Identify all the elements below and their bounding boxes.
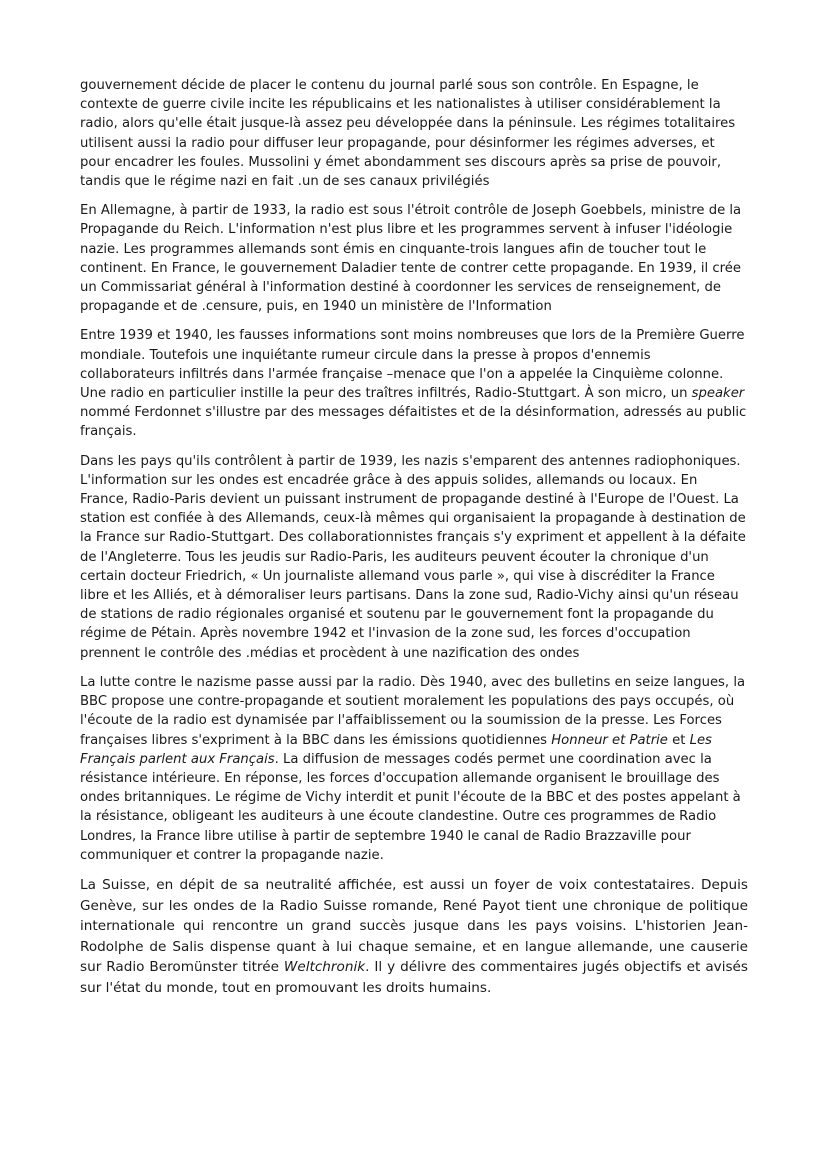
text-column xyxy=(80,76,748,1008)
paragraph-fifth-column: Entre 1939 et 1940, les fausses informations sont moins nombreuses que lors de la Première Guerre mondiale. Toutefois une inquiétante rumeur circule dans la presse à propos d'ennemis collaborateurs infiltrés dans l'armée française –menace que l'on a appelée la Cinquième colonne. Une radio en particulier instille la peur des traîtres infiltrés, Radio-Stuttgart. À son micro, un speaker nommé Ferdonnet s'illustre par des messages défaitistes et de la désinformation, adressés au public français. xyxy=(80,328,747,440)
italic-title: Honneur et Patrie xyxy=(551,732,668,748)
italic-title: Weltchronik xyxy=(283,959,366,976)
paragraph-switzerland: La Suisse, en dépit de sa neutralité affichée, est aussi un foyer de voix contestataires. Depuis Genève, sur les ondes de la Radio Suisse romande, René Payot tient une chronique de politique internationale qui rencontre un grand succès jusque dans les pays voisins. L'historien Jean-Rodolphe de Salis dispense quant à lui chaque semaine, et en langue allemande, une causerie sur Radio Beromünster titrée Weltchronik. Il y délivre des commentaires jugés objectifs et avisés sur l'état du monde, tout en promouvant les droits humains. xyxy=(80,876,748,996)
italic-title: Les Français parlent aux Français xyxy=(80,732,712,767)
paragraph-bbc: La lutte contre le nazisme passe aussi par la radio. Dès 1940, avec des bulletins en seize langues, la BBC propose une contre-propagande et soutient moralement les populations des pays occupés, où l'écoute de la radio est dynamisée par l'affaiblissement ou la soumission de la presse. Les Forces françaises libres s'expriment à la BBC dans les émissions quotidiennes Honneur et Patrie et Les Français parlent aux Français. La diffusion de messages codés permet une coordination avec la résistance intérieure. En réponse, les forces d'occupation allemande organisent le brouillage des ondes britanniques. Le régime de Vichy interdit et punit l'écoute de la BBC et des postes appelant à la résistance, obligeant les auditeurs à une écoute clandestine. Outre ces programmes de Radio Londres, la France libre utilise à partir de septembre 1940 le canal de Radio Brazzaville pour communiquer et contrer la propagande nazie. xyxy=(80,674,746,863)
paragraph-radio-regimes: gouvernement décide de placer le contenu du journal parlé sous son contrôle. En Espagne, le contexte de guerre civile incite les républicains et les nationalistes à utiliser considérablement la radio, alors qu'elle était jusque-là assez peu développée dans la péninsule. Les régimes totalitaires utilisent aussi la radio pour diffuser leur propagande, pour désinformer les régimes adverses, et pour encadrer les foules. Mussolini y émet abondamment ses discours après sa prise de pouvoir, tandis que le régime nazi en fait .un de ses canaux privilégiés xyxy=(80,78,736,190)
italic-term: speaker xyxy=(691,386,745,402)
paragraph-germany-goebbels: En Allemagne, à partir de 1933, la radio est sous l'étroit contrôle de Joseph Goebbels, ministre de la Propagande du Reich. L'information n'est plus libre et les programmes servent à infuser l'idéologie nazie. Les programmes allemands sont émis en cinquante-trois langues afin de toucher tout le continent. En France, le gouvernement Daladier tente de contrer cette propagande. En 1939, il crée un Commissariat général à l'information destiné à coordonner les services de renseignement, de propagande et de .censure, puis, en 1940 un ministère de l'Information xyxy=(80,203,742,315)
paragraph-radio-paris: Dans les pays qu'ils contrôlent à partir de 1939, les nazis s'emparent des antennes radiophoniques. L'information sur les ondes est encadrée grâce à des appuis solides, allemands ou locaux. En France, Radio-Paris devient un puissant instrument de propagande destiné à l'Europe de l'Ouest. La station est confiée à des Allemands, ceux-là mêmes qui organisaient la propagande à destination de la France sur Radio-Stuttgart. Des collaborationnistes français s'y expriment et appellent à la défaite de l'Angleterre. Tous les jeudis sur Radio-Paris, les auditeurs peuvent écouter la chronique d'un certain docteur Friedrich, « Un journaliste allemand vous parle », qui vise à discréditer la France libre et les Alliés, et à démoraliser leurs partisans. Dans la zone sud, Radio-Vichy ainsi qu'un réseau de stations de radio régionales organisé et soutenu par le gouvernement font la propagande du régime de Pétain. Après novembre 1942 et l'invasion de la zone sud, les forces d'occupation prennent le contrôle des .médias et procèdent à une nazification des ondes xyxy=(80,453,746,661)
